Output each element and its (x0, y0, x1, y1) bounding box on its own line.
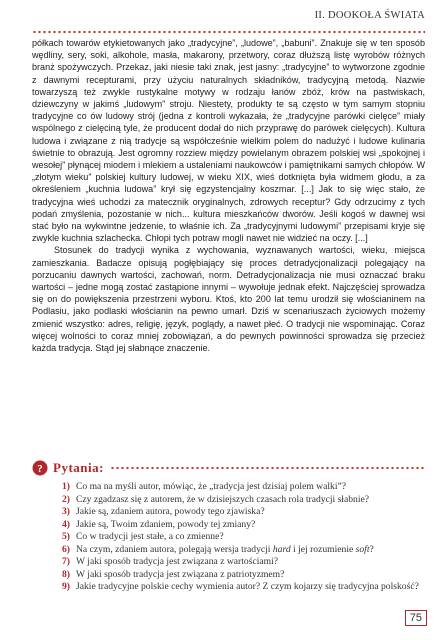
questions-heading (32, 459, 425, 477)
list-item: 4) Jakie są, Twoim zdaniem, powody tej zmiany? (62, 518, 256, 530)
questions-title: Pytania: (53, 460, 104, 475)
list-item: 2) Czy zgadzasz się z autorem, że w dzisiejszych czasach rola tradycji słabnie? (62, 493, 370, 505)
paragraph-2: Stosunek do tradycji wynika z wychowania, wyznawanych wartości, wieku, miejsca zamieszkania. Badacze opisują pogłębiający się proces detradycjonalizacji polegający na porzucaniu dawnych wartości, zachowań, norm. Detradycjonalizacja nie musi oznaczać braku wartości – jedne mogą zostać zastąpione innymi – wywołuje jednak efekt. Najczęściej sprowadza się on do powiększenia przestrzeni wyboru. Ktoś, kto 200 lat temu urodził się włościaninem na Podlasiu, jako podlaski włościanin na pewno umarł. Dziś w scenariuszach życiowych możemy zmienić wszystko: adres, religię, język, poglądy, a nawet płeć. O tradycji nie wspominając. Coraz więcej wolności to coraz mniej zobowiązań, a do pewnych powinności sprowadza się przecież każda tradycja. Stąd jej słabnące znaczenie. (32, 245, 425, 354)
list-item: 8) W jaki sposób tradycja jest związana z patriotyzmem? (62, 568, 285, 580)
questions-list (32, 481, 425, 594)
page-number: 75 (405, 610, 427, 626)
article-body (32, 37, 425, 354)
header-dotted-rule (32, 30, 425, 34)
list-item: 7) W jaki sposób tradycja jest związana z wartościami? (62, 556, 279, 567)
list-item: 1) Co ma na myśli autor, mówiąc, że „tradycja jest dzisiaj polem walki”? (62, 481, 347, 492)
list-item: 6) Na czym, zdaniem autora, polegają wersja tradycji hard i jej rozumienie soft? (62, 543, 374, 555)
question-mark-icon (32, 460, 48, 476)
running-header: II. DOOKOŁA ŚWIATA (314, 10, 425, 21)
list-item: 3) Jakie są, zdaniem autora, powody tego zjawiska? (62, 506, 265, 517)
paragraph-1: półkach towarów etykietowanych jako „tradycyjne”, „ludowe”, „babuni”. Znakuje się w ten sposób wędliny, sery, soki, alkohole, masła, makarony, przetwory, coraz dłuższą listę wyrobów różnych branż spożywczych. Przekaz, jaki niesie taki znak, jest jasny: „tradycyjne” to wytworzone zgodnie z dawnymi recepturami, przy użyciu naturalnych składników, tradycyjną metodą. Nazwie towarzyszą też zwykle rustykalne motywy w rodzaju łanów zbóż, krów na pastwiskach, dziewczyny w jakimś „ludowym” stroju. Niestety, produkty te są często w tym samym stopniu tradycyjne co ów ludowy strój (jedna z kontroli wykazała, że „tradycyjne parówki cielęce” miały wspólnego z cielęciną tyle, że producent dodał do nich przyprawę do parówek cielęcych). Kultura ludowa i związane z nią tradycje są współcześnie wielkim polem do nadużyć i ludowe kulinaria świetnie to obrazują. Jest ogromny rozziew między powielanym obrazem polskiej wsi „spokojnej i wesołej” płynącej miodem i mlekiem a ustaleniami naukowców i pamiętnikami samych chłopów. W „złotym wieku” polskiej kultury ludowej, w wieku XIX, wieś dotknięta była widmem głodu, a za określeniem „kuchnia ludowa” krył się egzystencjalny koszmar. [...] Jak to się więc stało, że tradycyjna wieś uchodzi za matecznik oryginalnych, zdrowych receptur? Gdy odrzucimy z tych podań zmyślenia, pozostanie w nich... kultura mieszkańców dworów. Jeśli kogoś w dawnej wsi stać było na wykwintne jedzenie, to właśnie ich. Za „tradycyjnymi ludowymi” przepisami kryje się zwykle kuchnia szlachecka. Chłopi tych potraw mogli nawet nie widzieć na oczy. [...] (32, 38, 425, 244)
list-item: 9) Jakie tradycyjne polskie cechy wymienia autor? Z czym kojarzy się tradycyjna polskość? (62, 581, 419, 592)
questions-section (32, 459, 425, 594)
questions-dotted-rule (110, 466, 425, 470)
svg-text:?: ? (37, 463, 43, 475)
list-item: 5) Co w tradycji jest stałe, a co zmienne? (62, 531, 224, 542)
